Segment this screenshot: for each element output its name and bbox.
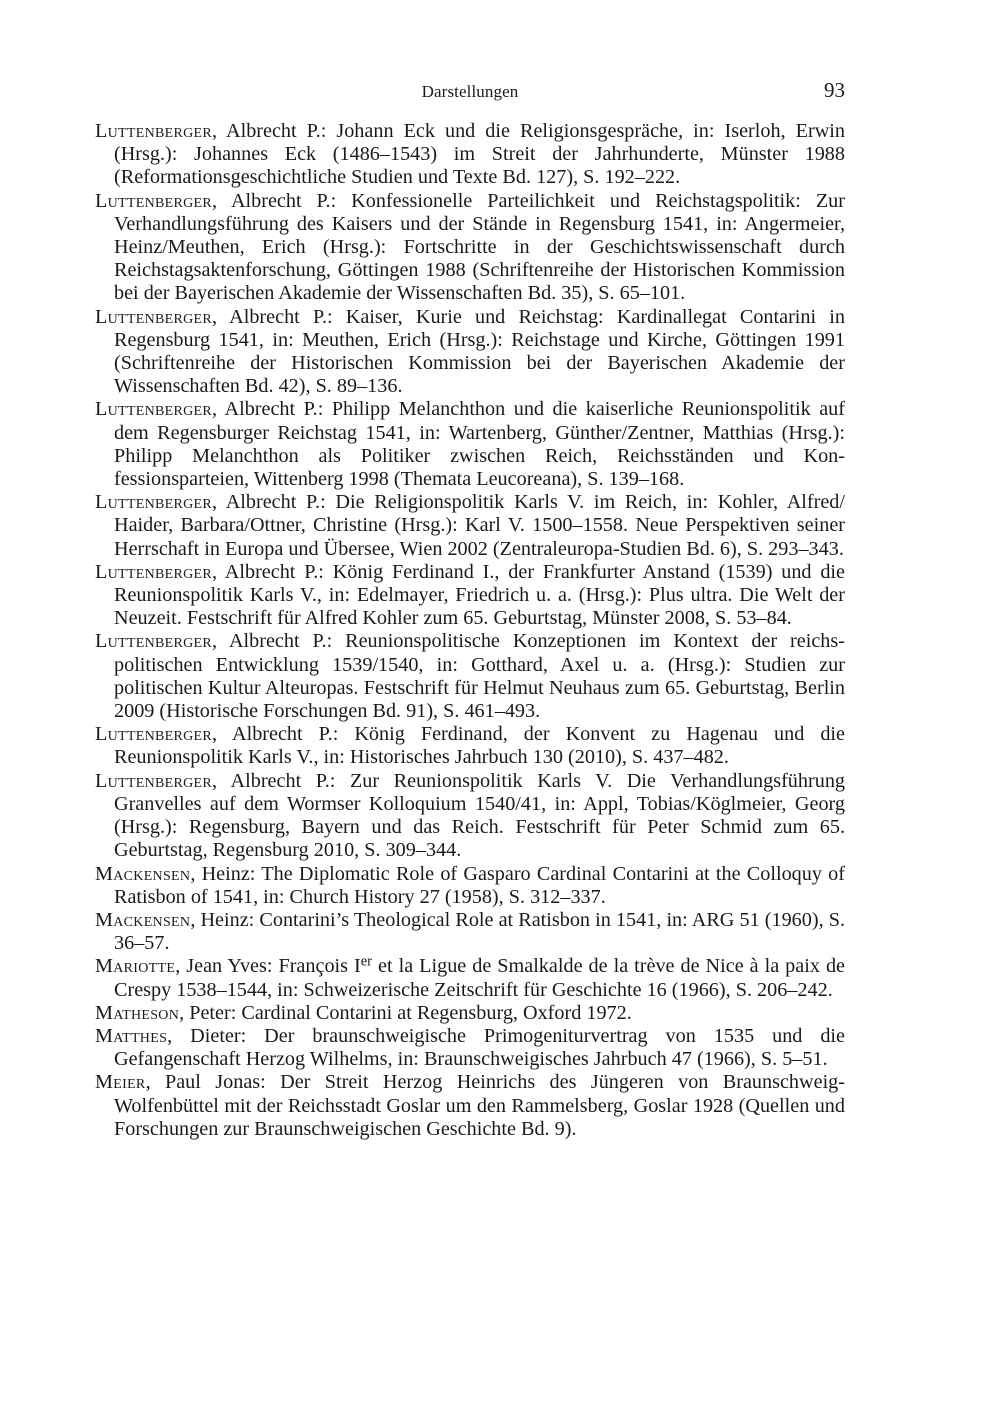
entry-author: Luttenberger [95, 120, 213, 142]
bibliography-entry [95, 491, 845, 561]
bibliography-entry [95, 120, 845, 190]
entry-text: , Albrecht P.: König Ferdinand, der Konvent zu Hagenau und die Reunionspolitik Karls V., in: Historisches Jahrbuch 130 (2010), S. 437–482. [114, 723, 845, 769]
bibliography-entry [95, 630, 845, 723]
bibliography-entry [95, 955, 845, 1001]
entry-text-continued: et la Ligue de Smalkalde de la trève de Nice à la paix de Crespy 1538–1544, in: Schweizerische Zeitschrift für Geschichte 16 (1966), S. 206–242. [114, 955, 845, 1001]
entry-author: Mackensen [95, 862, 191, 885]
entry-text: , Albrecht P.: Reunionspolitische Konzeptionen im Kontext der reichspolitischen Entwicklung 1539/1540, in: Gotthard, Axel u. a. (Hrsg.): Studien zur politischen Kultur Alteuropas. Festschrift für Helmut Neuhaus zum 65. Geburtstag, Berlin 2009 (Historische Forschungen Bd. 91), S. 461–493. [114, 630, 845, 723]
bibliography-entry [95, 398, 845, 491]
entry-text: , Albrecht P.: Philipp Melanchthon und die kaiserliche Reunionspolitik auf dem Regensburger Reichstag 1541, in: Wartenberg, Günther/Zentner, Matthias (Hrsg.): Philipp Melanchthon als Politiker zwischen Reich, Reichsständen und Konfessionsparteien, Wittenberg 1998 (Themata Leucoreana), S. 139–168. [114, 398, 845, 491]
entry-text: , Peter: Cardinal Contarini at Regensburg, Oxford 1972. [179, 1001, 632, 1024]
page-number: 93 [824, 78, 845, 102]
bibliography-entry [95, 306, 845, 399]
entry-superscript: er [360, 953, 373, 970]
entry-author: Luttenberger [95, 723, 213, 746]
entry-text: , Dieter: Der braunschweigische Primogeniturvertrag von 1535 und die Gefangenschaft Herzog Wilhelms, in: Braunschweigisches Jahrbuch 47 (1966), S. 5–51. [114, 1024, 845, 1071]
bibliography-entry [95, 1002, 845, 1025]
entry-author: Luttenberger [95, 491, 213, 514]
bibliography-entry [95, 561, 845, 631]
bibliography-entry [95, 770, 845, 863]
entry-author: Luttenberger [95, 398, 213, 421]
bibliography-entry [95, 909, 845, 955]
bibliography-entry [95, 723, 845, 769]
entry-text: , Albrecht P.: König Ferdinand I., der Frankfurter Anstand (1539) und die Reunionspolitik Karls V., in: Edelmayer, Friedrich u. a. (Hrsg.): Plus ultra. Die Welt der Neuzeit. Festschrift für Alfred Kohler zum 65. Geburtstag, Münster 2008, S. 53–84. [114, 560, 845, 630]
bibliography-list [95, 120, 845, 1141]
entry-text: , Heinz: The Diplomatic Role of Gasparo Cardinal Contarini at the Colloquy of Ratisbon of 1541, in: Church History 27 (1958), S. 312–337. [114, 862, 845, 908]
bibliography-entry [95, 1071, 845, 1141]
entry-author: Luttenberger [95, 769, 213, 792]
entry-text: , Albrecht P.: Die Religionspolitik Karls V. im Reich, in: Kohler, Alfred/ Haider, Barbara/Ottner, Christine (Hrsg.): Karl V. 1500–1558. Neue Perspektiven seiner Herrschaft in Europa und Übersee, Wien 2002 (Zentraleuropa-Studien Bd. 6), S. 293–343. [114, 491, 845, 560]
running-head: Darstellungen [421, 82, 519, 101]
entry-author: Luttenberger [95, 189, 213, 212]
bibliography-entry [95, 1025, 845, 1071]
bibliography-entry [95, 863, 845, 909]
entry-author: Mackensen [95, 908, 191, 931]
page-header [95, 78, 845, 112]
entry-author: Luttenberger [95, 560, 213, 583]
entry-author: Meier [95, 1071, 146, 1094]
bibliography-entry [95, 190, 845, 306]
entry-text: , Paul Jonas: Der Streit Herzog Heinrichs des Jüngeren von Braunschweig-Wolfenbüttel mit der Reichsstadt Goslar um den Rammelsberg, Goslar 1928 (Quellen und Forschungen zur Braunschweigischen Geschichte Bd. 9). [114, 1071, 845, 1140]
entry-author: Luttenberger [95, 630, 213, 653]
entry-author: Matheson [95, 1001, 180, 1024]
entry-text: , Albrecht P.: Zur Reunionspolitik Karls V. Die Verhandlungsführung Granvelles auf dem Wormser Kolloquium 1540/41, in: Appl, Tobias/Köglmeier, Georg (Hrsg.): Regensburg, Bayern und das Reich. Festschrift für Peter Schmid zum 65. Geburtstag, Regensburg 2010, S. 309–344. [114, 769, 845, 862]
entry-author: Luttenberger [95, 305, 213, 328]
entry-text: , Jean Yves: François I [175, 955, 361, 978]
book-page [95, 78, 845, 1141]
entry-text: , Albrecht P.: Johann Eck und die Religionsgespräche, in: Iserloh, Erwin (Hrsg.): Johannes Eck (1486–1543) im Streit der Jahrhunderte, Münster 1988 (Reformationsgeschichtliche Studien und Texte Bd. 127), S. 192–222. [114, 120, 845, 189]
entry-author: Mariotte [95, 955, 176, 978]
entry-author: Matthes [95, 1024, 168, 1047]
entry-text: , Heinz: Contarini’s Theological Role at Ratisbon in 1541, in: ARG 51 (1960), S. 36–57. [114, 908, 845, 955]
entry-text: , Albrecht P.: Konfessionelle Parteilichkeit und Reichstagspolitik: Zur Verhandlungsführung des Kaisers und der Stände in Regensburg 1541, in: Angermeier, Heinz/Meuthen, Erich (Hrsg.): Fortschritte in der Geschichtswissenschaft durch Reichstagsaktenforschung, Göttingen 1988 (Schriftenreihe der Historischen Kommission bei der Bayerischen Akademie der Wissenschaften Bd. 35), S. 65–101. [114, 189, 845, 305]
entry-text: , Albrecht P.: Kaiser, Kurie und Reichstag: Kardinallegat Contarini in Regensburg 1541, in: Meuthen, Erich (Hrsg.): Reichstage und Kirche, Göttingen 1991 (Schriftenreihe der Historischen Kommission bei der Bayerischen Akademie der Wissenschaften Bd. 42), S. 89–136. [114, 305, 845, 398]
